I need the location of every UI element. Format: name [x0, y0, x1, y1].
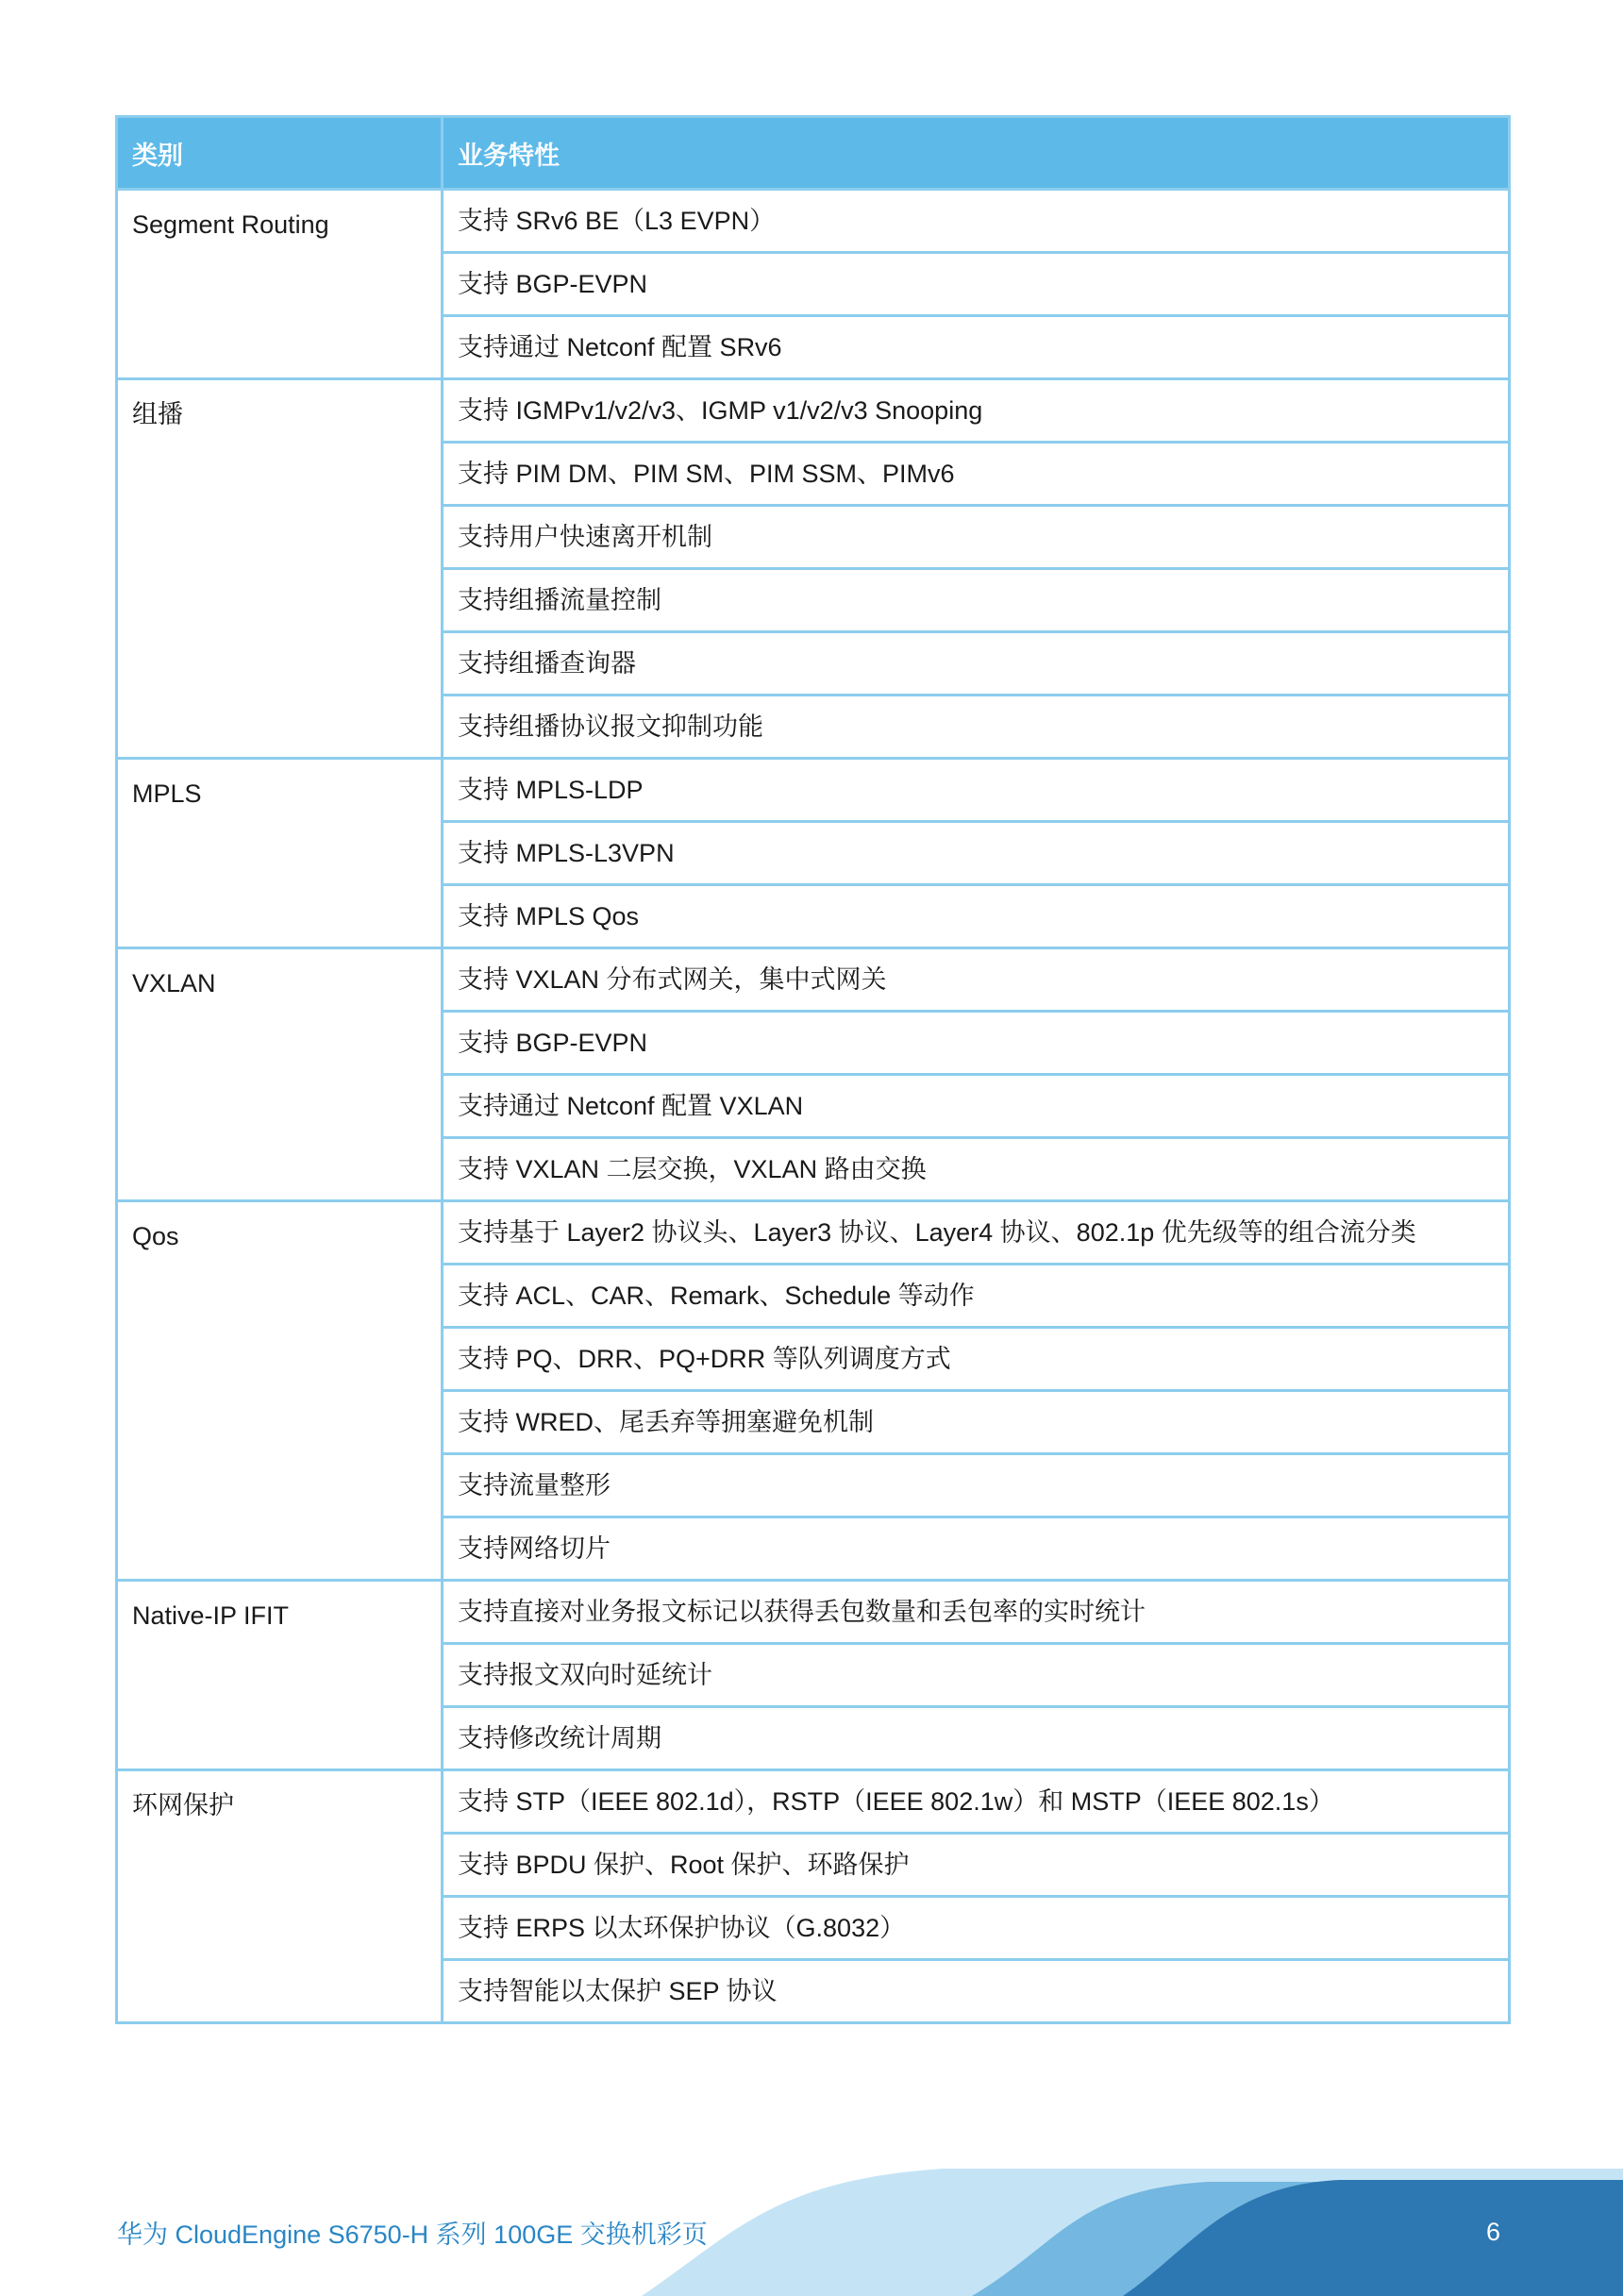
feature-cell: 支持 MPLS Qos: [443, 885, 1510, 948]
category-cell: Qos: [117, 1201, 443, 1581]
feature-cell: 支持组播协议报文抑制功能: [443, 696, 1510, 759]
category-cell: Native-IP IFIT: [117, 1581, 443, 1770]
feature-cell: 支持流量整形: [443, 1454, 1510, 1517]
feature-cell: 支持 BGP-EVPN: [443, 1012, 1510, 1075]
table-row: [117, 379, 1510, 443]
feature-cell: 支持 MPLS-L3VPN: [443, 822, 1510, 885]
feature-cell: 支持 BGP-EVPN: [443, 253, 1510, 316]
feature-cell: 支持通过 Netconf 配置 VXLAN: [443, 1075, 1510, 1138]
feature-cell: 支持组播流量控制: [443, 569, 1510, 632]
feature-cell: 支持 VXLAN 分布式网关，集中式网关: [443, 948, 1510, 1012]
feature-cell: 支持 ERPS 以太环保护协议（G.8032）: [443, 1897, 1510, 1960]
feature-cell: 支持 ACL、CAR、Remark、Schedule 等动作: [443, 1265, 1510, 1328]
feature-table: [115, 115, 1511, 2024]
table-row: [117, 1581, 1510, 1644]
category-cell: MPLS: [117, 759, 443, 948]
feature-cell: 支持 SRv6 BE（L3 EVPN）: [443, 190, 1510, 253]
table-row: [117, 759, 1510, 822]
feature-cell: 支持智能以太保护 SEP 协议: [443, 1960, 1510, 2023]
table-row: [117, 190, 1510, 253]
header-feature: 业务特性: [443, 117, 1510, 190]
header-category: 类别: [117, 117, 443, 190]
feature-cell: 支持 PQ、DRR、PQ+DRR 等队列调度方式: [443, 1328, 1510, 1391]
category-cell: 环网保护: [117, 1770, 443, 2023]
table-body: [117, 190, 1510, 2023]
feature-cell: 支持 IGMPv1/v2/v3、IGMP v1/v2/v3 Snooping: [443, 379, 1510, 443]
table-header-row: [117, 117, 1510, 190]
feature-cell: 支持 BPDU 保护、Root 保护、环路保护: [443, 1834, 1510, 1897]
feature-cell: 支持修改统计周期: [443, 1707, 1510, 1770]
page-number: 6: [1486, 2218, 1501, 2246]
feature-cell: 支持组播查询器: [443, 632, 1510, 696]
feature-cell: 支持基于 Layer2 协议头、Layer3 协议、Layer4 协议、802.1p 优先级等的组合流分类: [443, 1201, 1510, 1265]
feature-cell: 支持直接对业务报文标记以获得丢包数量和丢包率的实时统计: [443, 1581, 1510, 1644]
table-row: [117, 1770, 1510, 1834]
category-cell: Segment Routing: [117, 190, 443, 379]
feature-cell: 支持 WRED、尾丢弃等拥塞避免机制: [443, 1391, 1510, 1454]
feature-cell: 支持报文双向时延统计: [443, 1644, 1510, 1707]
feature-cell: 支持网络切片: [443, 1517, 1510, 1581]
feature-cell: 支持 STP（IEEE 802.1d），RSTP（IEEE 802.1w）和 MSTP（IEEE 802.1s）: [443, 1770, 1510, 1834]
table-row: [117, 1201, 1510, 1265]
category-cell: VXLAN: [117, 948, 443, 1201]
feature-cell: 支持用户快速离开机制: [443, 506, 1510, 569]
footer-document-title: 华为 CloudEngine S6750-H 系列 100GE 交换机彩页: [117, 2221, 708, 2249]
feature-cell: 支持 PIM DM、PIM SM、PIM SSM、PIMv6: [443, 443, 1510, 506]
feature-cell: 支持 MPLS-LDP: [443, 759, 1510, 822]
feature-cell: 支持 VXLAN 二层交换，VXLAN 路由交换: [443, 1138, 1510, 1201]
table-row: [117, 948, 1510, 1012]
category-cell: 组播: [117, 379, 443, 759]
feature-cell: 支持通过 Netconf 配置 SRv6: [443, 316, 1510, 379]
